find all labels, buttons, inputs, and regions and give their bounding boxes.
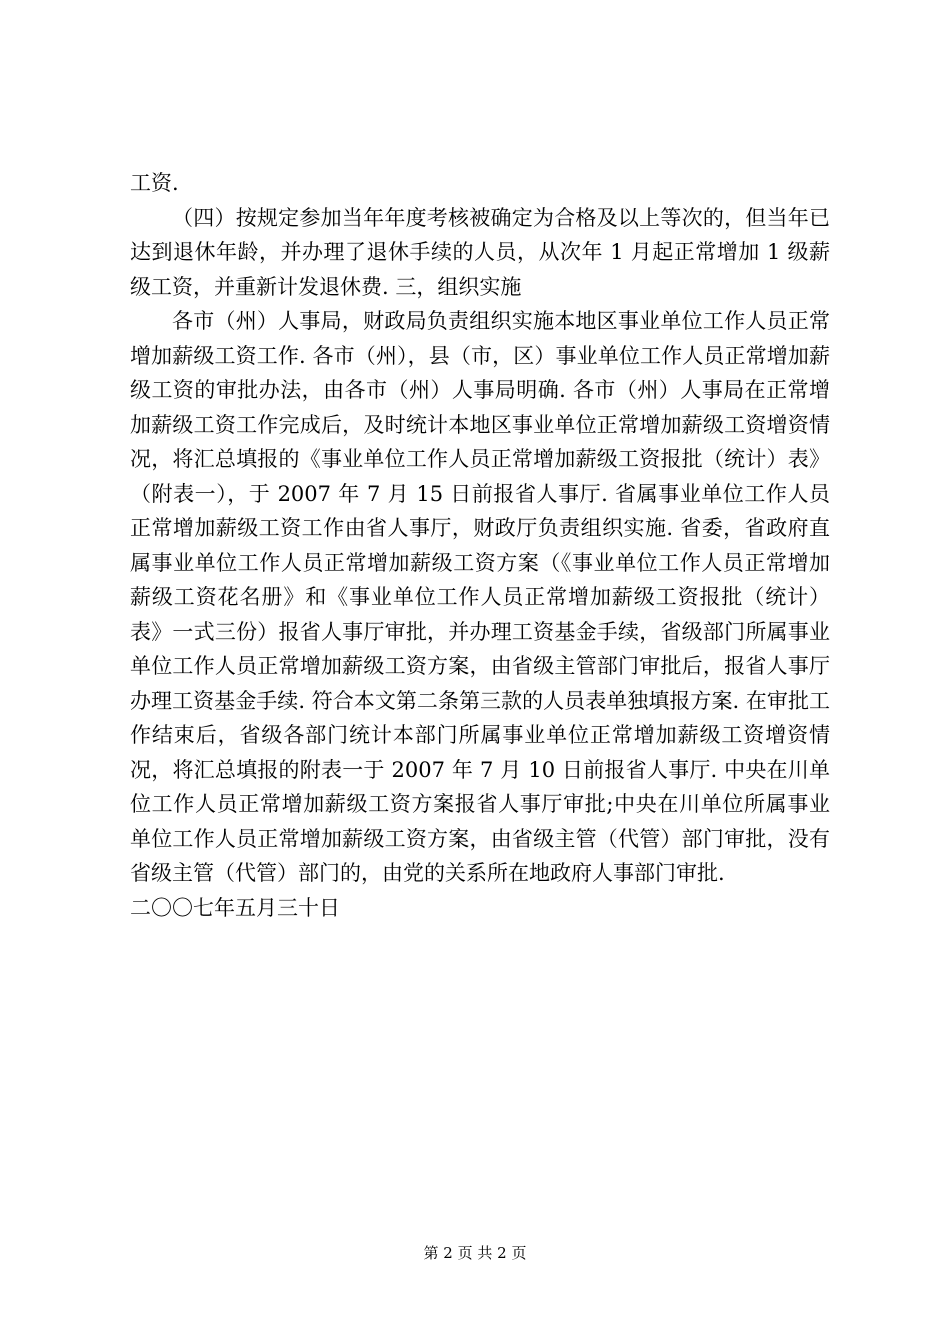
document-body — [130, 166, 830, 925]
document-date: 二〇〇七年五月三十日 — [130, 895, 340, 920]
paragraph-implementation: 各市（州）人事局，财政局负责组织实施本地区事业单位工作人员正常增加薪级工资工作. 各市（州），县（市，区）事业单位工作人员正常增加薪级工资的审批办法，由各市（州）人事局明确. 各市（州）人事局在正常增加薪级工资工作完成后，及时统计本地区事业单位正常增加薪级工资增资情况，将汇总填报的《事业单位工作人员正常增加薪级工资报批（统计）表》（附表一），于 2007 年 7 月 15 日前报省人事厅. 省属事业单位工作人员正常增加薪级工资工作由省人事厅，财政厅负责组织实施. 省委，省政府直属事业单位工作人员正常增加薪级工资方案（《事业单位工作人员正常增加薪级工资花名册》和《事业单位工作人员正常增加薪级工资报批（统计）表》一式三份）报省人事厅审批，并办理工资基金手续，省级部门所属事业单位工作人员正常增加薪级工资方案，由省级主管部门审批后，报省人事厅办理工资基金手续. 符合本文第二条第三款的人员表单独填报方案. 在审批工作结束后，省级各部门统计本部门所属事业单位正常增加薪级工资增资情况，将汇总填报的附表一于 2007 年 7 月 10 日前报省人事厅. 中央在川单位工作人员正常增加薪级工资方案报省人事厅审批;中央在川单位所属事业单位工作人员正常增加薪级工资方案，由省级主管（代管）部门审批，没有省级主管（代管）部门的，由党的关系所在地政府人事部门审批. — [130, 309, 830, 885]
page-footer: 第 2 页 共 2 页 — [423, 1244, 527, 1262]
paragraph-continued: 工资. — [130, 171, 179, 195]
paragraph-item-4: （四）按规定参加当年年度考核被确定为合格及以上等次的，但当年已达到退休年龄，并办理了退休手续的人员，从次年 1 月起正常增加 1 级薪级工资，并重新计发退休费. 三，组织实施 — [130, 205, 830, 299]
